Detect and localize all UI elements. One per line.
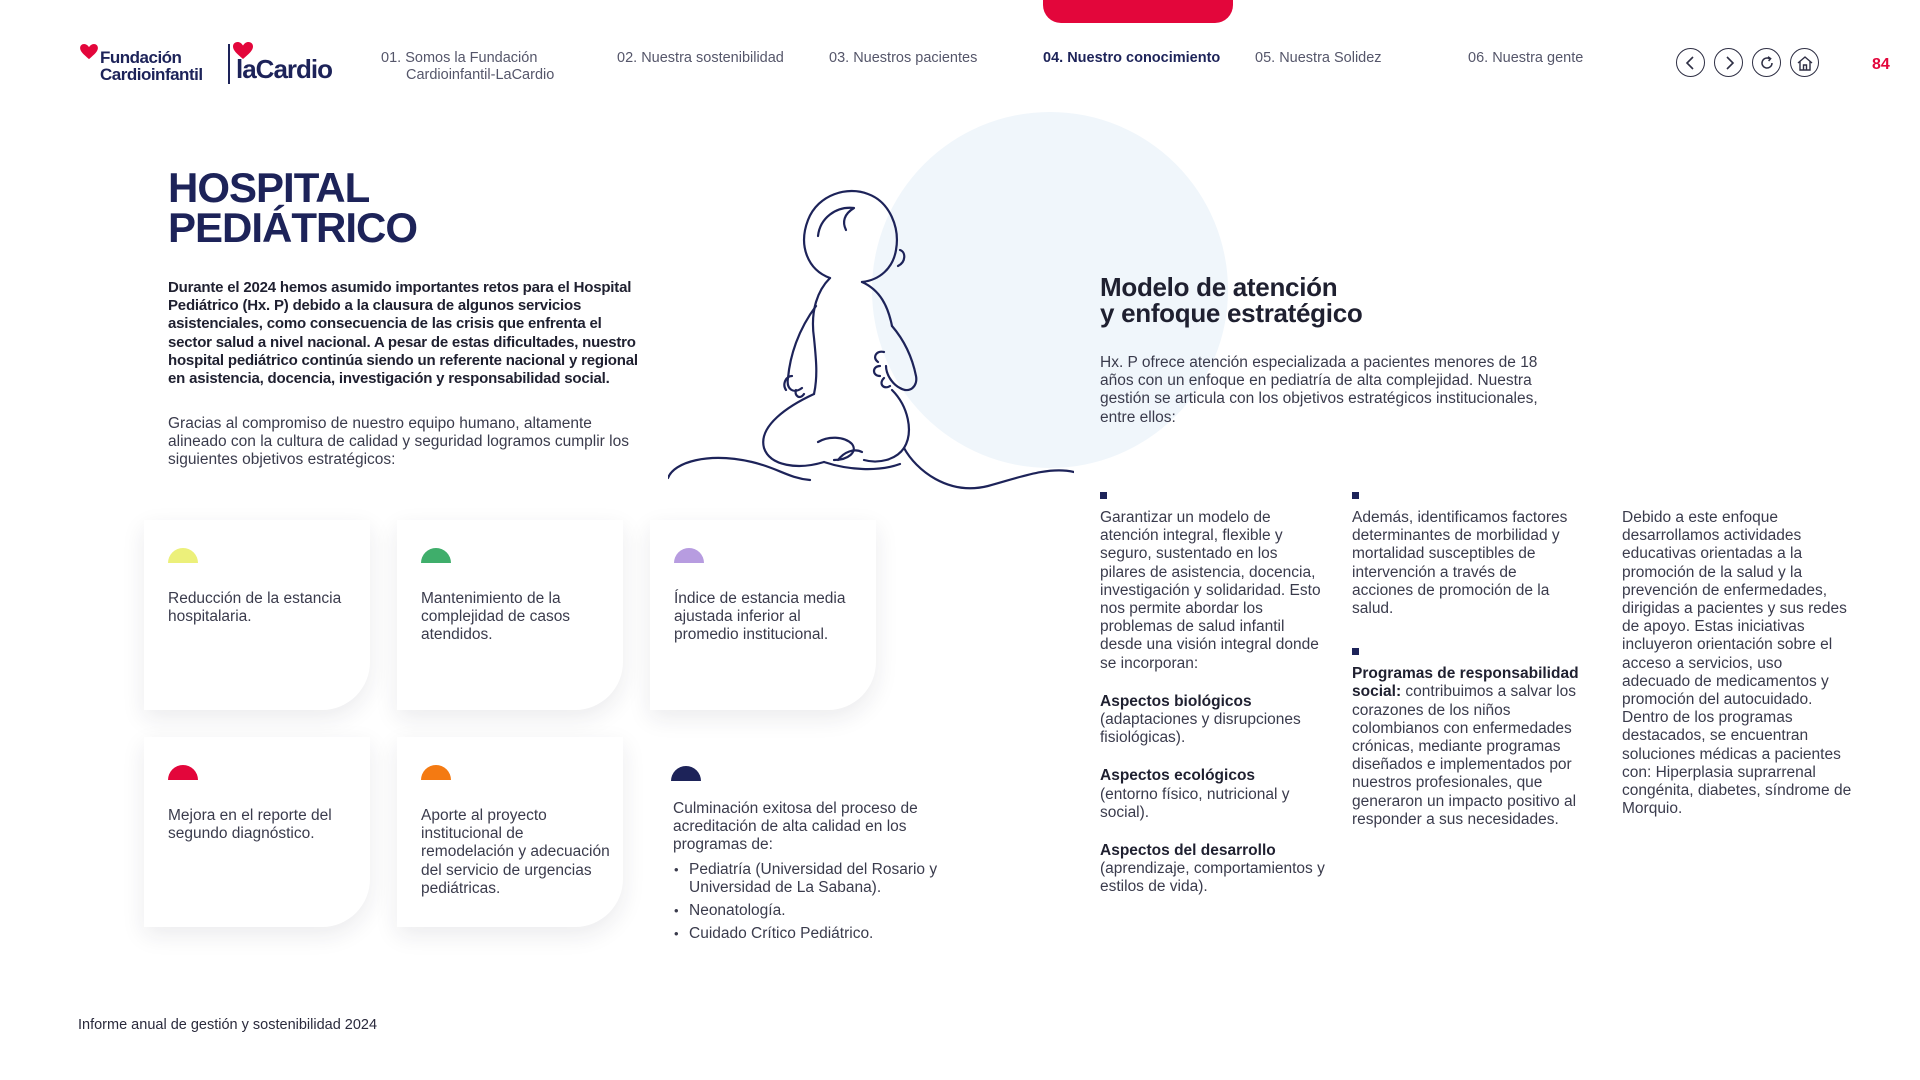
nav-num: 03.	[829, 50, 850, 66]
green-semicircle-icon	[421, 548, 451, 563]
nav-item-somos[interactable]	[381, 50, 554, 84]
accreditation-block	[673, 800, 963, 948]
bullet-square-icon	[1352, 492, 1359, 499]
column-text: Debido a este enfoque desarrollamos actividades educativas orientadas a la promoción de la salud y la prevención de enfermedades, dirigidas a pacientes y sus redes de apoyo. Estas iniciativas incluyeron orientación sobre el acceso a servicios, uso adecuado de medicamentos y promoción del autocuidado. Dentro de los programas destacados, se encuentran soluciones médicas a pacientes con: Hiperplasia suprarrenal congénita, diabetes, síndrome de Morquio.	[1622, 509, 1852, 818]
objective-text: Mantenimiento de la complejidad de casos atendidos.	[421, 590, 571, 644]
chevron-left-icon	[1685, 56, 1697, 70]
refresh-button[interactable]	[1752, 48, 1781, 77]
previous-page-button[interactable]	[1676, 48, 1705, 77]
nav-item-pacientes[interactable]	[829, 50, 977, 67]
chevron-right-icon	[1723, 56, 1735, 70]
heart-icon	[80, 44, 98, 60]
nav-item-solidez[interactable]	[1255, 50, 1382, 67]
nav-num: 06.	[1468, 50, 1489, 66]
programs-title: Programas de responsabilidad social:	[1352, 665, 1579, 701]
bullet-square-icon	[1352, 648, 1359, 655]
aspect-desc: (entorno físico, nutricional y social).	[1100, 785, 1290, 821]
refresh-icon	[1759, 55, 1775, 71]
nav-label-line2: Cardioinfantil-LaCardio	[406, 67, 555, 83]
objective-card	[397, 520, 623, 710]
objective-text: Aporte al proyecto institucional de remodelación y adecuación del servicio de urgencias pediátricas.	[421, 807, 610, 897]
accreditation-list	[673, 861, 963, 944]
section-title	[1100, 274, 1362, 326]
column-text: Garantizar un modelo de atención integral, flexible y seguro, sustentado en los pilares de asistencia, docencia, investigación y solidaridad. Esto nos permite abordar los problemas de salud infantil desde una visión integral donde se incorporan:	[1100, 509, 1321, 672]
nav-label: Nuestros pacientes	[853, 50, 978, 66]
page-title-line2: PEDIÁTRICO	[168, 204, 418, 251]
nav-label: Nuestro conocimiento	[1067, 50, 1221, 66]
footer-text: Informe anual de gestión y sostenibilidad 2024	[78, 1017, 378, 1033]
page-title	[168, 164, 418, 251]
logo-line1: Fundación	[100, 48, 182, 67]
model-column-1	[1100, 492, 1325, 897]
navy-semicircle-icon	[671, 766, 701, 781]
home-icon	[1796, 55, 1814, 71]
nav-label: Nuestra gente	[1492, 50, 1584, 66]
page-title-line1: HOSPITAL	[168, 164, 370, 211]
orange-semicircle-icon	[421, 765, 451, 780]
nav-label: Nuestra sostenibilidad	[641, 50, 784, 66]
logo-divider	[228, 44, 230, 84]
list-item: • Cuidado Crítico Pediátrico.	[689, 925, 963, 943]
red-semicircle-icon	[168, 765, 198, 780]
logo-brand: laCardio	[236, 54, 333, 84]
section-intro: Hx. P ofrece atención especializada a pacientes menores de 18 años con un enfoque en pediatría de alta complejidad. Nuestra gestión se articula con los objetivos estratégicos institucionales, entre ellos:	[1100, 354, 1538, 426]
objective-text: Reducción de la estancia hospitalaria.	[168, 590, 342, 626]
aspect-desc: (aprendizaje, comportamientos y estilos de vida).	[1100, 860, 1325, 896]
aspect-desc: (adaptaciones y disrupciones fisiológicas).	[1100, 711, 1301, 747]
objective-card	[397, 737, 623, 927]
bullet-square-icon	[1100, 492, 1107, 499]
list-item: • Pediatría (Universidad del Rosario y Universidad de La Sabana).	[689, 861, 963, 897]
programs-text: contribuimos a salvar los corazones de los niños colombianos con enfermedades crónicas, mediante programas diseñados e implementados por nuestros profesionales, que generaron un impacto positivo al responder a sus necesidades.	[1352, 683, 1577, 828]
objective-text: Índice de estancia media ajustada inferior al promedio institucional.	[674, 590, 846, 644]
aspect-title: Aspectos ecológicos	[1100, 767, 1256, 785]
page-number: 84	[1872, 56, 1890, 73]
section-title-line2: y enfoque estratégico	[1100, 298, 1363, 328]
next-page-button[interactable]	[1714, 48, 1743, 77]
logo-line2: Cardioinfantil	[100, 65, 203, 84]
home-button[interactable]	[1790, 48, 1819, 77]
objective-card	[144, 737, 370, 927]
objective-card	[144, 520, 370, 710]
nav-num: 02.	[617, 50, 638, 66]
section-title-line1: Modelo de atención	[1100, 272, 1338, 302]
active-section-indicator	[1043, 0, 1233, 23]
nav-item-sostenibilidad[interactable]	[617, 50, 784, 67]
intro-bold-paragraph: Durante el 2024 hemos asumido importantes retos para el Hospital Pediátrico (Hx. P) debido a la clausura de algunos servicios asistenciales, como consecuencia de las crisis que enfrenta el sector salud a nivel nacional. A pesar de estas dificultades, nuestro hospital pediátrico continúa siendo un referente nacional y regional en asistencia, docencia, investigación y responsabilidad social.	[168, 279, 638, 388]
objective-card	[650, 520, 876, 710]
objective-text: Mejora en el reporte del segundo diagnóstico.	[168, 807, 332, 843]
accreditation-text: Culminación exitosa del proceso de acreditación de alta calidad en los programas de:	[673, 800, 918, 854]
yellow-semicircle-icon	[168, 548, 198, 563]
nav-label: Nuestra Solidez	[1279, 50, 1382, 66]
purple-semicircle-icon	[674, 548, 704, 563]
aspect-title: Aspectos biológicos	[1100, 692, 1252, 710]
column-text: Además, identificamos factores determinantes de morbilidad y mortalidad susceptibles de intervención a través de acciones de promoción de la salud.	[1352, 509, 1568, 618]
baby-line-illustration	[668, 180, 1074, 500]
aspect-title: Aspectos del desarrollo	[1100, 842, 1276, 860]
list-item: • Neonatología.	[689, 902, 963, 920]
nav-num: 01.	[381, 50, 402, 66]
nav-label: Somos la Fundación	[405, 50, 538, 66]
model-column-3	[1622, 509, 1852, 818]
nav-item-gente[interactable]	[1468, 50, 1583, 67]
nav-item-conocimiento[interactable]	[1043, 50, 1220, 67]
intro-paragraph: Gracias al compromiso de nuestro equipo humano, altamente alineado con la cultura de calidad y seguridad logramos cumplir los siguientes objetivos estratégicos:	[168, 415, 629, 469]
nav-num: 04.	[1043, 50, 1064, 66]
logo[interactable]	[78, 40, 338, 88]
nav-num: 05.	[1255, 50, 1276, 66]
model-column-2	[1352, 492, 1582, 829]
